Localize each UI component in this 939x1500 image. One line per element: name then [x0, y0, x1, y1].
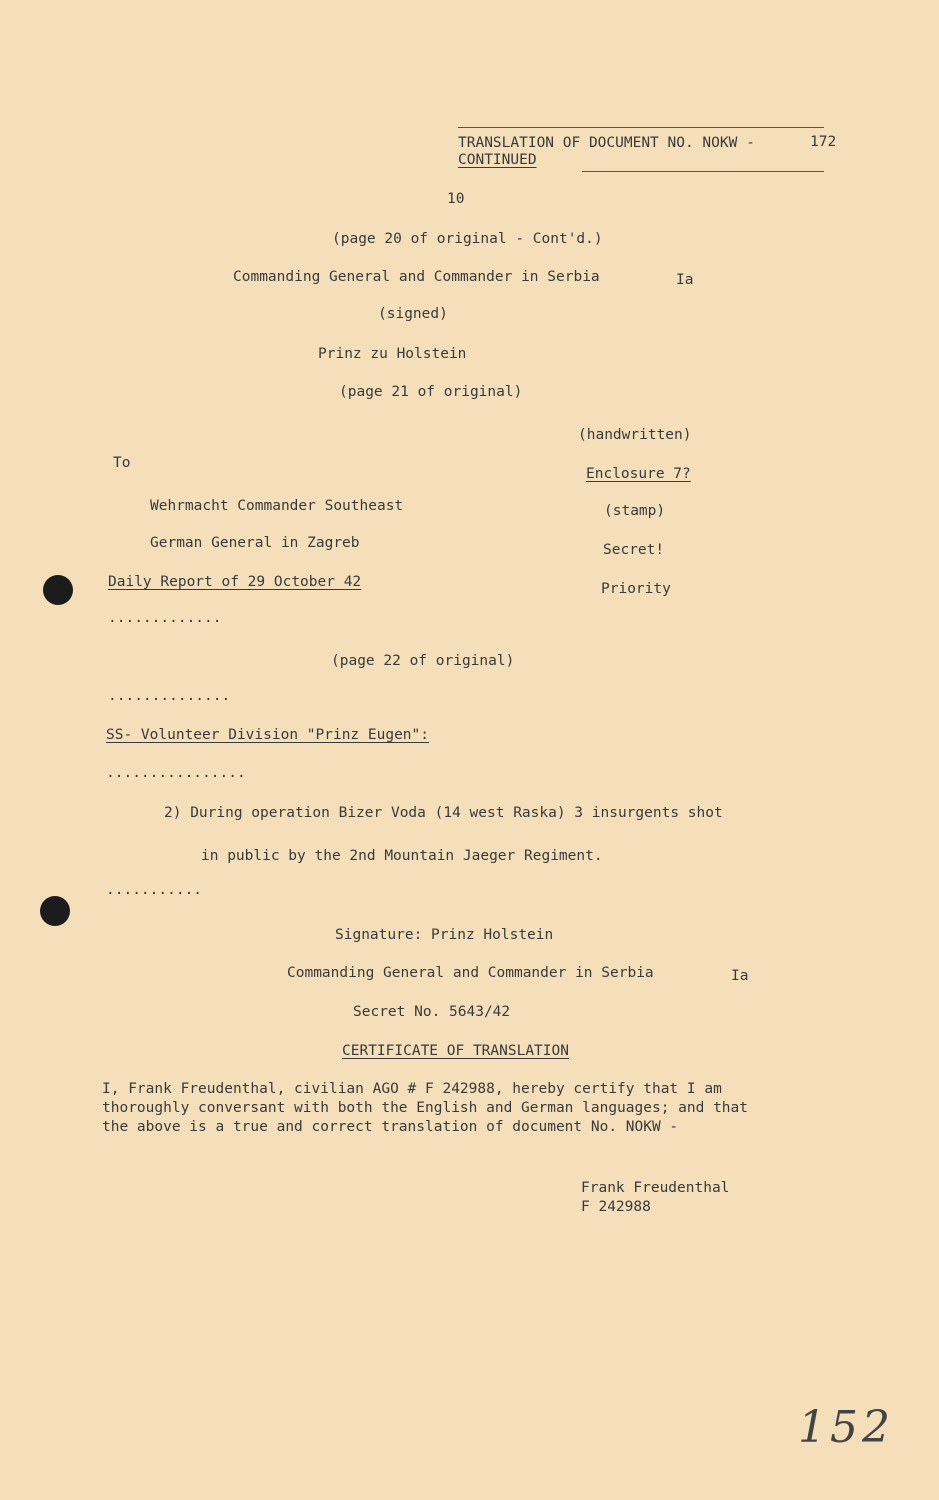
signature-line: Signature: Prinz Holstein	[335, 927, 554, 943]
secret-stamp: Secret!	[603, 542, 665, 558]
priority-stamp: Priority	[601, 581, 671, 597]
header-rule-top	[458, 127, 824, 128]
signed-note: (signed)	[378, 306, 448, 322]
omission-dots: ................	[106, 765, 246, 781]
ia-label: Ia	[731, 968, 749, 984]
page-21-note: (page 21 of original)	[339, 384, 523, 400]
certificate-text-line-2: thoroughly conversant with both the English and German languages; and that	[102, 1100, 749, 1116]
ia-label: Ia	[676, 272, 694, 288]
signatory-name: Prinz zu Holstein	[318, 346, 467, 362]
header-document-number: 172	[810, 134, 837, 150]
recipient-wehrmacht: Wehrmacht Commander Southeast	[150, 498, 404, 514]
omission-dots: ..............	[108, 688, 231, 704]
ss-division-heading: SS- Volunteer Division "Prinz Eugen":	[106, 727, 430, 743]
page-22-note: (page 22 of original)	[331, 653, 515, 669]
to-label: To	[113, 455, 131, 471]
commander-line: Commanding General and Commander in Serbia	[287, 965, 654, 981]
header-continued: CONTINUED	[458, 152, 537, 168]
header-title: TRANSLATION OF DOCUMENT NO. NOKW -	[458, 135, 755, 151]
daily-report-title: Daily Report of 29 October 42	[108, 574, 362, 590]
omission-dots: .............	[108, 610, 222, 626]
certificate-text-line-3: the above is a true and correct translation of document No. NOKW -	[102, 1119, 679, 1135]
omission-dots: ...........	[106, 882, 203, 898]
recipient-german-general: German General in Zagreb	[150, 535, 360, 551]
translator-id: F 242988	[581, 1199, 651, 1215]
certificate-heading: CERTIFICATE OF TRANSLATION	[342, 1043, 569, 1059]
page-number: 10	[447, 191, 465, 207]
translator-name: Frank Freudenthal	[581, 1180, 730, 1196]
item-2-line-2: in public by the 2nd Mountain Jaeger Regiment.	[201, 848, 603, 864]
punch-hole	[40, 896, 70, 926]
certificate-text-line-1: I, Frank Freudenthal, civilian AGO # F 242988, hereby certify that I am	[102, 1081, 722, 1097]
stamp-note: (stamp)	[604, 503, 666, 519]
page-20-note: (page 20 of original - Cont'd.)	[332, 231, 603, 247]
secret-number: Secret No. 5643/42	[353, 1004, 511, 1020]
enclosure-label: Enclosure 7?	[586, 466, 691, 482]
handwritten-note: (handwritten)	[578, 427, 692, 443]
header-rule-bottom	[582, 171, 824, 172]
punch-hole	[43, 575, 73, 605]
handwritten-page-number: 152	[798, 1402, 894, 1453]
item-2-line-1: 2) During operation Bizer Voda (14 west Raska) 3 insurgents shot	[164, 805, 723, 821]
commander-line: Commanding General and Commander in Serbia	[233, 269, 600, 285]
